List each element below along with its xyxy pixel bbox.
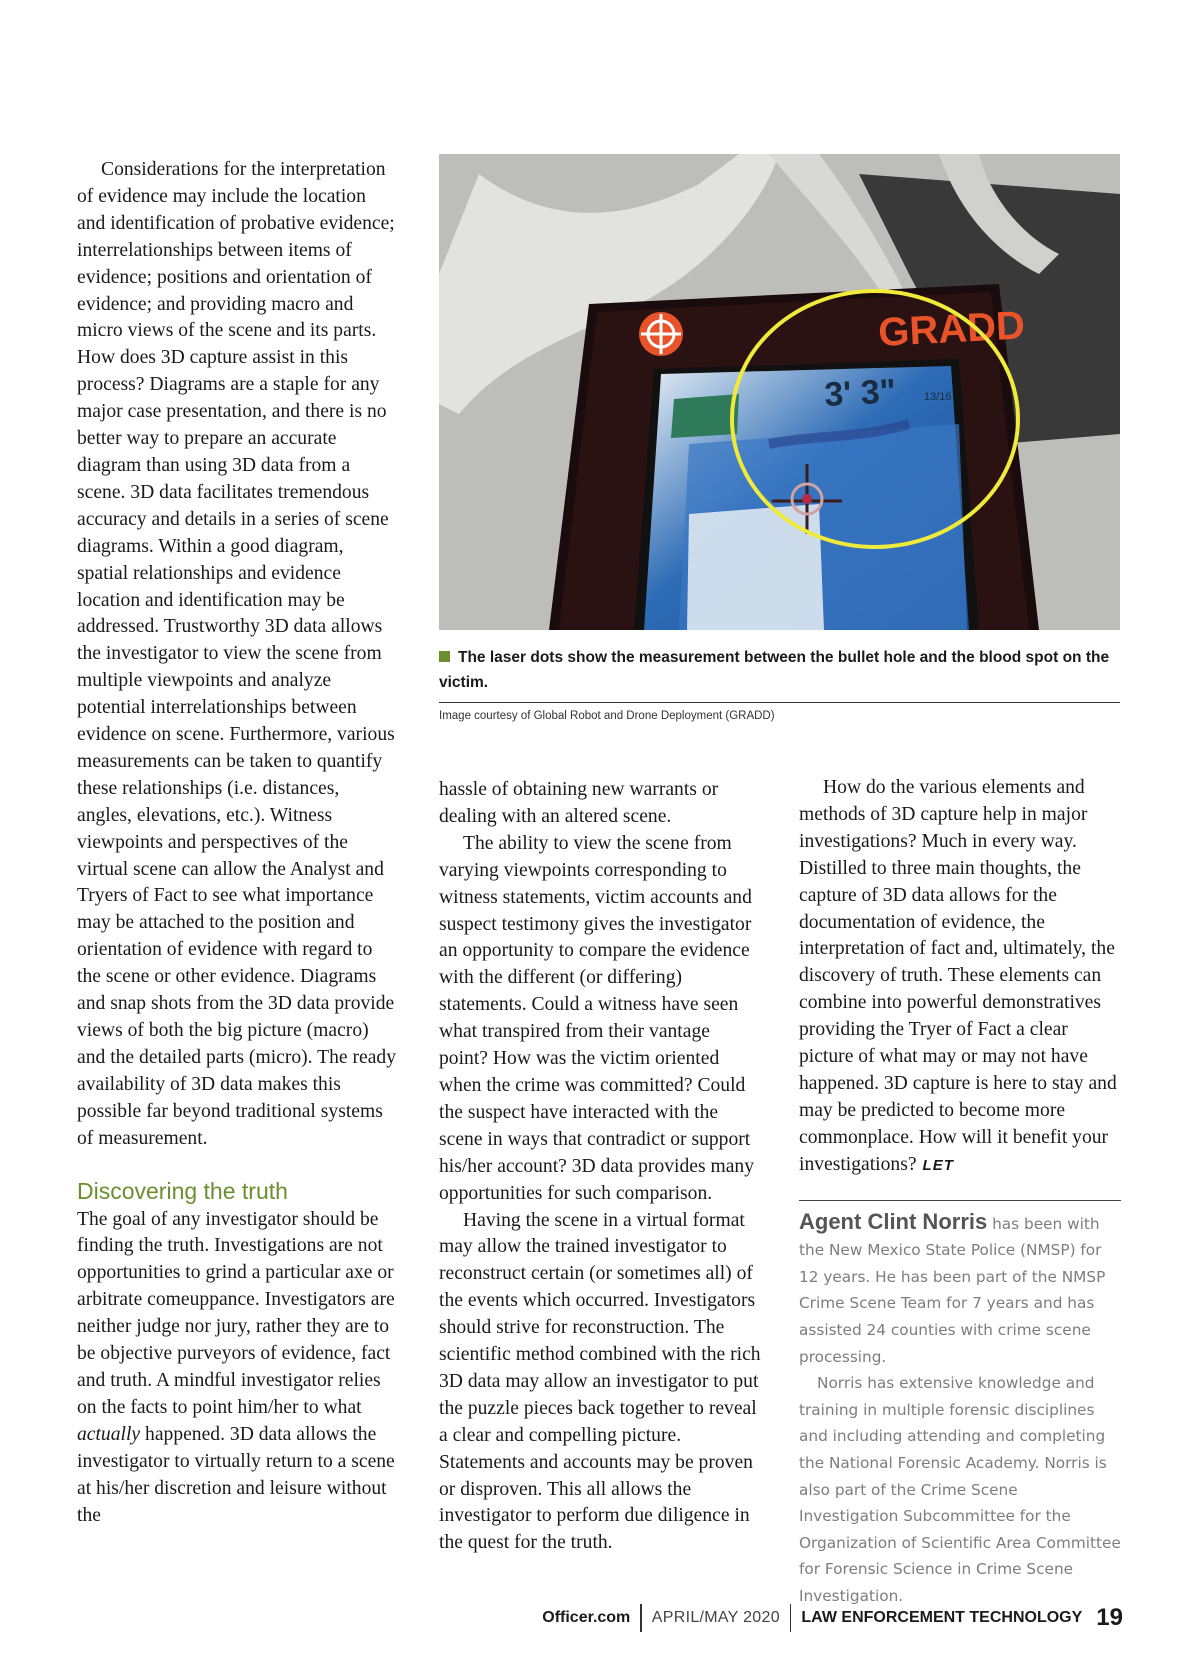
paragraph: The goal of any investigator should be finding the truth. Investigations are not opportunities to grind a particular axe or arbitrate comeuppance. Investigators are neither judge nor jury, rather they are to be objective purveyors of evidence, fact and truth. A mindful investigator relies on the facts to point him/her to what actually happened. 3D data allows the investigator to virtually return to a scene at his/her discretion and leisure without the [77, 1208, 395, 1526]
page-footer [542, 1603, 1123, 1633]
footer-separator [790, 1604, 792, 1632]
bio-paragraph: Norris has extensive knowledge and training in multiple forensic disciplines and including attending and completing the National Forensic Academy. Norris is also part of the Crime Scene Investigation Subcommittee for the Organization of Scientific Area Committee for Forensic Science in Crime Scene Investigation. [799, 1374, 1121, 1605]
bio-divider [799, 1200, 1121, 1201]
article-column-3 [799, 775, 1121, 1610]
footer-date: APRIL/MAY 2020 [651, 1609, 780, 1626]
device-brand-label: GRADD [877, 303, 1026, 355]
figure-caption: The laser dots show the measurement between the bullet hole and the blood spot on the victim. [439, 649, 1110, 691]
footer-separator [640, 1604, 642, 1632]
paragraph: Having the scene in a virtual format may allow the trained investigator to reconstruct certain (or sometimes all) of the events which occurred. Investigators should strive for reconstruction. The scientific method combined with the rich 3D data may allow an investigator to put the puzzle pieces back together to reveal a clear and compelling picture. Statements and accounts may be proven or disproven. This all allows the investigator to perform due diligence in the quest for the truth. [439, 1209, 761, 1554]
measurement-readout: 3' 3" [823, 372, 897, 414]
paragraph: Considerations for the interpretation of evidence may include the location and identification of probative evidence; interrelationships between items of evidence; positions and orientation of evidence; and providing macro and micro views of the scene and its parts. How does 3D capture assist in this process? Diagrams are a staple for any major case presentation, and there is no better way to prepare an accurate diagram than using 3D data from a scene. 3D data facilitates tremendous accuracy and details in a series of scene diagrams. Within a good diagram, spatial relationships and evidence location and identification may be addressed. Trustworthy 3D data allows the investigator to view the scene from multiple viewpoints and analyze potential interrelationships between evidence on scene. Furthermore, various measurements can be taken to quantify these relationships (i.e. distances, angles, elevations, etc.). Witness viewpoints and perspectives of the virtual scene can allow the Analyst and Tryers of Fact to see what importance may be attached to the position and orientation of evidence with regard to the scene or other evidence. Diagrams and snap shots from the 3D data provide views of both the big picture (macro) and the detailed parts (micro). The ready availability of 3D data makes this possible far beyond traditional systems of measurement. [77, 159, 396, 1149]
footer-publication: LAW ENFORCEMENT TECHNOLOGY [801, 1609, 1083, 1626]
paragraph: How do the various elements and methods of 3D capture help in major investigations? Much in every way. Distilled to three main thoughts, the capture of 3D data allows for the documentation of evidence, the interpretation of fact and, ultimately, the discovery of truth. These elements can combine into powerful demonstratives providing the Tryer of Fact a clear picture of what may or may not have happened. 3D capture is here to stay and may be predicted to become more commonplace. How will it benefit your investigations? LET [799, 777, 1117, 1175]
paragraph: The ability to view the scene from varying viewpoints corresponding to witness statements, victim accounts and suspect testimony gives the investigator an opportunity to compare the evidence with the different (or differing) statements. Could a witness have seen what transpired from their vantage point? How was the victim oriented when the crime was committed? Could the suspect have interacted with the scene in ways that contradict or support his/her account? 3D data provides many opportunities for such comparison. [439, 832, 755, 1204]
image-credit: Image courtesy of Global Robot and Drone Deployment (GRADD) [439, 710, 775, 722]
paragraph: hassle of obtaining new warrants or dealing with an altered scene. [439, 779, 719, 827]
page-number: 19 [1096, 1604, 1123, 1631]
footer-site: Officer.com [542, 1609, 631, 1626]
article-column-2 [439, 777, 761, 1557]
laser-measurement-photo [439, 154, 1120, 630]
article-column-1 [77, 157, 399, 1529]
figure-photo [439, 154, 1120, 630]
bio-paragraph: Agent Clint Norris has been with the New Mexico State Police (NMSP) for 12 years. He has been part of the NMSP Crime Scene Team for 7 years and has assisted 24 counties with crime scene processing. [799, 1208, 1106, 1366]
caption-marker-icon [439, 651, 450, 662]
author-name: Agent Clint Norris [799, 1208, 988, 1234]
section-heading: Discovering the truth [77, 1177, 288, 1204]
measurement-fraction: 13/16 [924, 391, 952, 403]
caption-divider [439, 702, 1120, 703]
author-bio [799, 1209, 1121, 1610]
end-mark: LET [922, 1156, 954, 1174]
emphasis: actually [77, 1423, 141, 1445]
